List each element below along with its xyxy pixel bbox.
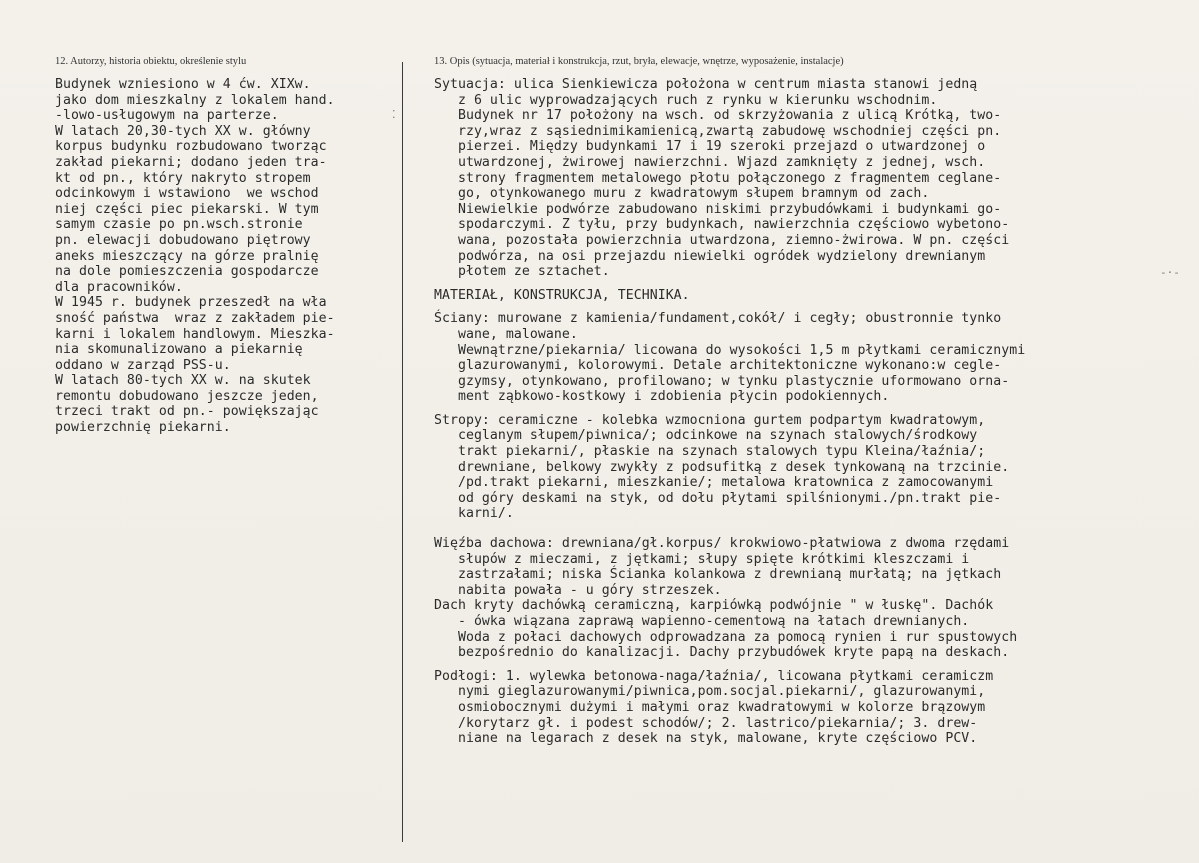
section-12-text [55, 77, 397, 436]
text-line: glazurowanymi, kolorowymi. Detale architektoniczne wykonano:w cegle- [434, 358, 1002, 374]
text-line: Budynek nr 17 położony na wsch. od skrzyżowania z ulicą Krótką, two- [434, 108, 1002, 124]
text-line: jako dom mieszkalny z lokalem hand. [55, 92, 335, 108]
text-line: niane na legarach z desek na styk, malowane, kryte częściowo PCV. [434, 731, 978, 747]
text-line: zastrzałami; niska Ścianka kolankowa z drewnianą murłatą; na jętkach [434, 567, 1002, 583]
text-line: sność państwa wraz z zakładem pie- [55, 310, 335, 326]
text-line: samym czasie po pn.wsch.stronie [55, 217, 303, 233]
text-line: płotem ze sztachet. [434, 264, 610, 280]
text-line: W 1945 r. budynek przeszedł na wła [55, 295, 327, 311]
section-13-text [434, 77, 1164, 747]
text-line: Wewnątrzne/piekarnia/ licowana do wysokości 1,5 m płytkami ceramicznymi [434, 342, 1026, 358]
text-line: W latach 80-tych XX w. na skutek [55, 373, 311, 389]
text-line: pierzei. Między budynkami 17 i 19 szeroki przejazd o utwardzonej o [434, 139, 986, 155]
text-line: trakt piekarni/, płaskie na szynach stalowych typu Kleina/łaźnia/; [434, 444, 986, 460]
text-line: Podłogi: 1. wylewka betonowa-naga/łaźnia/, licowana płytkami ceramiczm [434, 668, 994, 684]
text-line: drewniane, belkowy zwykły z podsufitką z desek tynkowaną na trzcinie. [434, 459, 1010, 475]
text-line: karni i lokalem handlowym. Mieszka- [55, 326, 335, 342]
column-divider [402, 62, 403, 842]
text-line: ceglanym słupem/piwnica/; odcinkowe na szynach stalowych/środkowy [434, 428, 978, 444]
text-line: rzy,wraz z sąsiednimikamienicą,zwartą zabudowę wschodniej części pn. [434, 123, 1002, 139]
text-line: ment ząbkowo-kostkowy i zdobienia płycin podokiennych. [434, 389, 890, 405]
text-line: Sytuacja: ulica Sienkiewicza położona w centrum miasta stanowi jedną [434, 77, 978, 92]
text-line: strony fragmentem metalowego płotu połączonego z fragmentem ceglane- [434, 170, 1002, 186]
text-line: karni/. [434, 506, 514, 522]
text-line: Woda z połaci dachowych odprowadzana za pomocą rynien i rur spustowych [434, 629, 1018, 645]
text-line: z 6 ulic wyprowadzających ruch z rynku w kierunku wschodnim. [434, 92, 938, 108]
text-line: oddano w zarząd PSS-u. [55, 357, 231, 373]
text-line: nabita powała - u góry strzeszek. [434, 582, 722, 598]
text-line: niej części piec piekarski. W tym [55, 201, 319, 217]
text-line: dla pracowników. [55, 279, 183, 295]
text-line: podwórza, na osi przejazdu niewielki ogródek wydzielony drewnianym [434, 248, 986, 264]
text-line: Dach kryty dachówką ceramiczną, karpiówką podwójnie " w łuskę". Dachók [434, 598, 994, 614]
text-line: Ściany: murowane z kamienia/fundament,cokół/ i cegły; obustronnie tynko [434, 311, 1002, 327]
section-12 [55, 56, 397, 436]
text-line: słupów z mieczami, z jętkami; słupy spięte krótkimi kleszczami i [434, 551, 970, 567]
text-line: go, otynkowanego muru z kwadratowym słupem bramnym od zach. [434, 186, 930, 202]
section-12-heading: 12. Autorzy, historia obiektu, określenie stylu [55, 56, 247, 67]
margin-mark-right: -·- [1160, 266, 1180, 279]
text-line: /korytarz gł. i podest schodów/; 2. lastrico/piekarnia/; 3. drew- [434, 715, 978, 731]
text-line: - ówka wiązana zaprawą wapienno-cementową na łatach drewnianych. [434, 614, 970, 629]
text-line: Niewielkie podwórze zabudowano niskimi przybudówkami i budynkami go- [434, 201, 1002, 217]
text-line: nymi gieglazurowanymi/piwnica,pom.socjal.piekarni/, glazurowanymi, [434, 684, 986, 700]
text-line: zakład piekarni; dodano jeden tra- [55, 154, 327, 170]
text-line: trzeci trakt od pn.- powiększając [55, 404, 319, 420]
text-line: powierzchnię piekarni. [55, 420, 231, 436]
text-line: na dole pomieszczenia gospodarcze [55, 264, 319, 280]
text-line: W latach 20,30-tych XX w. główny [55, 123, 311, 139]
text-line: Więźba dachowa: drewniana/gł.korpus/ krokwiowo-płatwiowa z dwoma rzędami [434, 536, 1010, 552]
text-line: MATERIAŁ, KONSTRUKCJA, TECHNIKA. [434, 287, 690, 303]
section-13 [434, 56, 1164, 747]
text-line: pn. elewacji dobudowano piętrowy [55, 232, 311, 248]
text-line: wana, pozostała powierzchnia utwardzona, ziemno-żwirowa. W pn. części [434, 232, 1010, 248]
text-line: nia skomunalizowano a piekarnię [55, 342, 303, 358]
text-line: /pd.trakt piekarni, mieszkanie/; metalowa kratownica z zamocowanymi [434, 475, 994, 491]
text-line: osmiobocznymi dużymi i małymi oraz kwadratowymi w kolorze brązowym [434, 699, 986, 715]
text-line: odcinkowym i wstawiono we wschod [55, 186, 319, 202]
text-line: spodarczymi. Z tyłu, przy budynkach, nawierzchnia częściowo wybetono- [434, 217, 1010, 233]
section-13-heading: 13. Opis (sytuacja, materiał i konstrukcja, rzut, bryła, elewacje, wnętrze, wyposażenie, instalacje) [434, 56, 844, 67]
text-line: aneks mieszczący na górze pralnię [55, 248, 319, 264]
text-line: gzymsy, otynkowano, profilowano; w tynku plastycznie uformowano orna- [434, 373, 1010, 389]
text-line: kt od pn., który nakryto stropem [55, 170, 311, 186]
margin-mark: ⁚ [392, 108, 396, 121]
text-line: Stropy: ceramiczne - kolebka wzmocniona gurtem podpartym kwadratowym, [434, 412, 986, 428]
text-line: korpus budynku rozbudowano tworząc [55, 139, 327, 155]
text-line: wane, malowane. [434, 326, 578, 342]
text-line: remontu dobudowano jeszcze jeden, [55, 388, 319, 404]
text-line: -lowo-usługowym na parterze. [55, 108, 279, 124]
text-line: Budynek wzniesiono w 4 ćw. XIXw. [55, 77, 311, 92]
text-line: utwardzonej, żwirowej nawierzchni. Wjazd zamknięty z jednej, wsch. [434, 154, 986, 170]
text-line: bezpośrednio do kanalizacji. Dachy przybudówek kryte papą na deskach. [434, 645, 1010, 661]
text-line: od góry deskami na styk, od dołu płytami spilśnionymi./pn.trakt pie- [434, 490, 1002, 506]
